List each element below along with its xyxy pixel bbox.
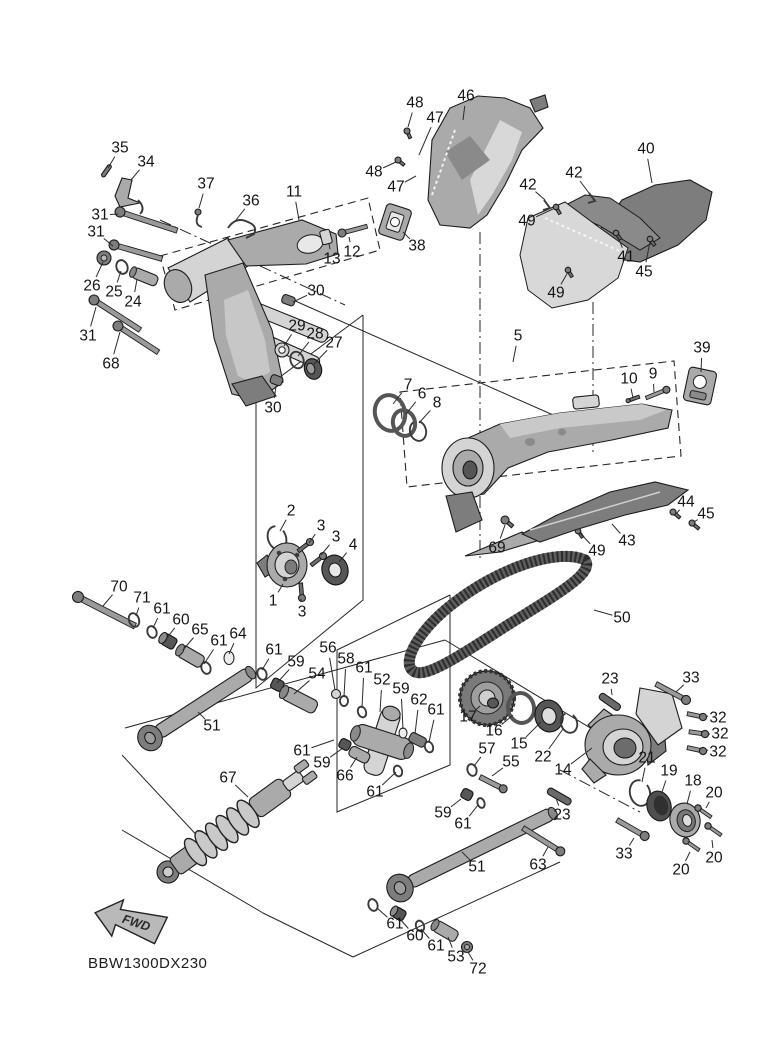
- leader-line: [419, 410, 430, 423]
- leader-line: [685, 852, 690, 861]
- washer-57: [466, 763, 479, 777]
- part-callout-12: 12: [343, 243, 361, 261]
- leader-line: [642, 768, 645, 782]
- screw-48a: [403, 127, 413, 140]
- part-callout-51: 51: [468, 858, 486, 876]
- part-callout-27: 27: [325, 334, 343, 352]
- leader-line: [419, 127, 431, 155]
- part-callout-40: 40: [637, 140, 655, 158]
- snap-ring-8: [408, 419, 429, 442]
- bolt-69: [499, 514, 515, 529]
- part-callout-32: 32: [709, 743, 727, 761]
- leader-line: [236, 209, 245, 220]
- part-callout-44: 44: [677, 493, 695, 511]
- leader-line: [629, 838, 634, 846]
- bracket-34: [115, 178, 140, 207]
- part-callout-6: 6: [417, 385, 427, 403]
- part-callout-56: 56: [319, 639, 337, 657]
- part-callout-7: 7: [403, 376, 413, 394]
- part-callout-23: 23: [553, 806, 571, 824]
- bushing-59d: [460, 788, 474, 802]
- leader-line: [500, 525, 505, 539]
- leader-line: [712, 840, 713, 848]
- bolt-32c: [687, 744, 708, 755]
- leader-line: [513, 346, 516, 362]
- leader-line: [280, 520, 286, 531]
- leader-line: [380, 690, 381, 712]
- ring-61a: [146, 625, 159, 639]
- leader-line: [294, 681, 309, 694]
- leader-line: [401, 699, 403, 729]
- part-callout-61: 61: [386, 915, 404, 933]
- part-callout-3: 3: [331, 528, 341, 546]
- ring-61f: [392, 764, 403, 777]
- screw-48b: [394, 156, 406, 168]
- bolt-55: [478, 773, 508, 794]
- part-callout-1: 1: [268, 592, 278, 610]
- part-callout-34: 34: [137, 153, 155, 171]
- leader-line: [235, 785, 248, 797]
- leader-line: [701, 358, 702, 372]
- clip-42b: [543, 200, 550, 210]
- part-callout-41: 41: [617, 248, 635, 266]
- leader-line: [135, 279, 137, 292]
- part-callout-61: 61: [355, 659, 373, 677]
- leader-line: [451, 799, 461, 807]
- leader-line: [648, 159, 652, 183]
- pin-23b: [546, 787, 572, 806]
- part-callout-31: 31: [87, 223, 105, 241]
- part-callout-69: 69: [488, 539, 506, 557]
- leader-line: [362, 678, 364, 708]
- leader-line: [631, 389, 633, 398]
- bolt-31a: [114, 206, 179, 236]
- part-callout-32: 32: [709, 709, 727, 727]
- part-callout-61: 61: [153, 600, 171, 618]
- ring-61b: [200, 661, 213, 675]
- part-callout-61: 61: [293, 742, 311, 760]
- leader-line: [535, 192, 545, 200]
- part-callout-31: 31: [91, 206, 109, 224]
- part-callout-9: 9: [648, 365, 658, 383]
- part-callout-57: 57: [478, 740, 496, 758]
- part-callout-29: 29: [288, 317, 306, 335]
- part-callout-58: 58: [337, 650, 355, 668]
- part-callout-18: 18: [684, 772, 702, 790]
- part-callout-50: 50: [613, 609, 631, 627]
- part-callout-20: 20: [705, 849, 723, 867]
- part-callout-23: 23: [601, 670, 619, 688]
- part-callout-31: 31: [79, 327, 97, 345]
- leader-line: [526, 722, 541, 737]
- part-belt-cover-46: [394, 95, 548, 228]
- part-callout-59: 59: [434, 804, 452, 822]
- part-callout-60: 60: [172, 611, 190, 629]
- part-callout-2: 2: [286, 502, 296, 520]
- part-callout-46: 46: [457, 87, 475, 105]
- clip-37-tail: [197, 215, 202, 227]
- part-callout-8: 8: [432, 394, 442, 412]
- part-callout-16: 16: [485, 722, 503, 740]
- bearing-15: [532, 697, 567, 735]
- leader-line: [114, 332, 120, 354]
- leader-line: [415, 710, 418, 734]
- part-callout-20: 20: [705, 784, 723, 802]
- part-callout-4: 4: [348, 536, 358, 554]
- part-callout-37: 37: [197, 175, 215, 193]
- leader-line: [580, 181, 589, 193]
- part-callout-14: 14: [554, 761, 572, 779]
- part-callout-61: 61: [427, 937, 445, 955]
- leader-line: [492, 768, 503, 776]
- part-callout-65: 65: [191, 621, 209, 639]
- leader-line: [408, 113, 412, 127]
- bolt-12: [337, 222, 368, 237]
- part-callout-60: 60: [406, 927, 424, 945]
- part-callout-48: 48: [365, 163, 383, 181]
- part-callout-28: 28: [306, 325, 324, 343]
- part-callout-36: 36: [242, 192, 260, 210]
- part-callout-61: 61: [366, 783, 384, 801]
- part-callout-26: 26: [83, 277, 101, 295]
- part-callout-68: 68: [102, 355, 120, 373]
- part-callout-15: 15: [510, 735, 528, 753]
- washer-58: [340, 696, 348, 706]
- part-arm-51a: [133, 660, 261, 756]
- leader-line: [311, 740, 334, 748]
- part-callout-17: 17: [459, 708, 477, 726]
- leader-line: [474, 757, 481, 766]
- part-callout-20: 20: [672, 861, 690, 879]
- part-callout-61: 61: [210, 632, 228, 650]
- part-callout-62: 62: [410, 691, 428, 709]
- bolt-20c: [682, 837, 701, 853]
- part-callout-55: 55: [502, 753, 520, 771]
- part-callout-35: 35: [111, 139, 129, 157]
- part-callout-25: 25: [105, 283, 123, 301]
- part-callout-5: 5: [513, 327, 523, 345]
- part-callout-61: 61: [454, 815, 472, 833]
- leader-line: [204, 649, 214, 664]
- pin-23a: [598, 692, 622, 711]
- part-callout-13: 13: [323, 250, 341, 268]
- part-callout-45: 45: [635, 263, 653, 281]
- part-callout-49: 49: [588, 542, 606, 560]
- part-callout-49: 49: [518, 212, 536, 230]
- part-callout-39: 39: [693, 339, 711, 357]
- part-callout-71: 71: [133, 589, 151, 607]
- ring-61e: [423, 740, 434, 753]
- washer-59b: [399, 728, 407, 738]
- part-callout-33: 33: [682, 669, 700, 687]
- part-plate-39: [683, 366, 717, 405]
- bolt-20b: [704, 822, 723, 838]
- part-callout-51: 51: [203, 717, 221, 735]
- part-callout-21: 21: [638, 749, 656, 767]
- leader-line: [344, 669, 345, 697]
- part-callout-11: 11: [285, 183, 303, 201]
- washer-61h: [367, 898, 380, 912]
- leader-line: [469, 805, 478, 816]
- part-callout-64: 64: [229, 625, 247, 643]
- bolt-63: [521, 824, 567, 857]
- part-callout-47: 47: [426, 109, 444, 127]
- part-callout-61: 61: [265, 641, 283, 659]
- leader-line: [153, 618, 158, 628]
- collar-54: [277, 684, 319, 715]
- hook-34: [138, 200, 143, 214]
- spacer-30a: [281, 294, 296, 307]
- leader-line: [330, 658, 335, 690]
- leader-line: [611, 689, 612, 695]
- leader-line: [468, 952, 473, 960]
- leader-line: [543, 847, 548, 856]
- leader-line: [706, 802, 709, 808]
- part-callout-70: 70: [110, 578, 128, 596]
- fwd-label: FWD: [120, 911, 152, 935]
- part-callout-42: 42: [565, 164, 583, 182]
- bushing-60a: [157, 631, 178, 650]
- bolt-32b: [689, 728, 709, 738]
- part-callout-61: 61: [427, 701, 445, 719]
- part-callout-52: 52: [373, 671, 391, 689]
- bolt-9: [645, 385, 671, 401]
- part-callout-38: 38: [408, 237, 426, 255]
- nut-29: [275, 343, 289, 357]
- part-callout-54: 54: [308, 665, 326, 683]
- part-callout-49: 49: [547, 284, 565, 302]
- part-callout-33: 33: [615, 845, 633, 863]
- part-callout-42: 42: [519, 176, 537, 194]
- leader-line: [199, 194, 203, 208]
- part-callout-24: 24: [124, 293, 142, 311]
- leader-line: [91, 307, 96, 326]
- part-callout-63: 63: [529, 856, 547, 874]
- leader-line: [594, 610, 612, 615]
- leader-line: [131, 170, 140, 180]
- part-callout-59: 59: [313, 754, 331, 772]
- part-callout-22: 22: [534, 748, 552, 766]
- guide-36: [228, 220, 255, 238]
- part-callout-19: 19: [660, 762, 678, 780]
- leader-line: [262, 659, 269, 670]
- bolt-33b: [615, 816, 651, 842]
- bolt-31b: [108, 239, 164, 264]
- part-callout-45: 45: [697, 505, 715, 523]
- drawing-code: BBW1300DX230: [88, 955, 208, 972]
- part-callout-30: 30: [264, 399, 282, 417]
- clip-37: [195, 209, 201, 215]
- leader-line: [687, 791, 690, 804]
- washer-25: [114, 259, 129, 276]
- part-callout-32: 32: [711, 725, 729, 743]
- part-callout-3: 3: [316, 517, 326, 535]
- nut-56: [332, 690, 341, 699]
- part-callout-67: 67: [219, 769, 237, 787]
- part-drive-belt-50: [409, 556, 586, 672]
- leader-line: [662, 780, 666, 792]
- ring-61c: [256, 667, 269, 681]
- part-arm-51b: [382, 799, 562, 906]
- leader-line: [296, 202, 299, 220]
- bolt-70: [71, 590, 138, 631]
- bolt-3c: [297, 583, 306, 602]
- leader-line: [103, 595, 113, 606]
- leader-line: [382, 772, 396, 785]
- part-callout-59: 59: [287, 653, 305, 671]
- bolt-3a: [296, 537, 315, 554]
- part-callout-10: 10: [620, 370, 638, 388]
- bolt-32a: [687, 710, 708, 721]
- seal-7: [371, 392, 409, 435]
- part-callout-59: 59: [392, 680, 410, 698]
- part-callout-66: 66: [336, 767, 354, 785]
- clip-35: [101, 164, 112, 178]
- nut-26: [97, 251, 111, 265]
- leader-line: [96, 262, 103, 277]
- leader-line: [349, 237, 350, 242]
- part-callout-72: 72: [469, 960, 487, 978]
- collar-24: [128, 266, 159, 287]
- part-callout-43: 43: [618, 532, 636, 550]
- part-callout-30: 30: [307, 282, 325, 300]
- leader-line: [405, 176, 416, 182]
- part-callout-47: 47: [387, 178, 405, 196]
- part-callout-3: 3: [297, 603, 307, 621]
- ring-61g: [476, 797, 486, 809]
- part-callout-53: 53: [447, 948, 465, 966]
- part-callout-48: 48: [406, 94, 424, 112]
- leader-line: [429, 720, 434, 742]
- fwd-arrow: [90, 893, 168, 951]
- leader-line: [383, 162, 396, 168]
